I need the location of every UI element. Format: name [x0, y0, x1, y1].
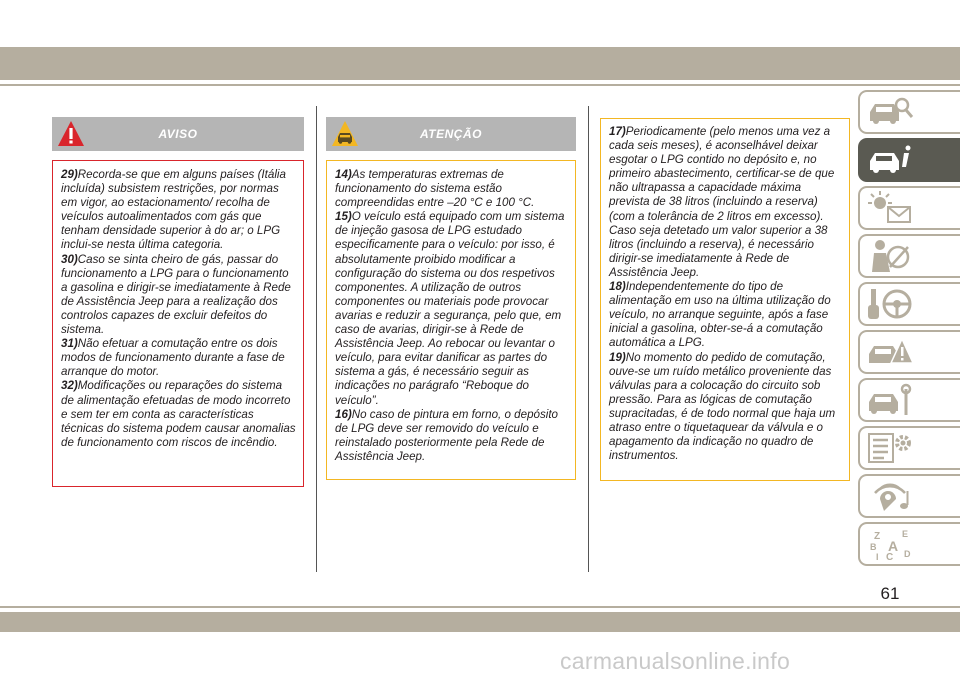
- warning-triangle-icon: [56, 119, 86, 149]
- index-letter: I: [876, 552, 879, 561]
- specifications-gear-icon: [866, 431, 914, 465]
- column-divider: [316, 106, 317, 572]
- aviso-title: AVISO: [158, 127, 198, 141]
- index-letter: B: [870, 542, 877, 552]
- car-accident-warning-icon: [866, 335, 914, 369]
- atencao-box: [326, 160, 576, 480]
- bottom-band: [0, 612, 960, 632]
- top-band: [0, 47, 960, 80]
- list-item: 14)As temperaturas extremas de funcionamento do sistema estão compreendidas entre –20 °C e 100 °C.: [335, 168, 535, 210]
- tab-car-search[interactable]: [858, 90, 960, 134]
- index-letter: D: [904, 549, 911, 559]
- tab-multimedia[interactable]: [858, 474, 960, 518]
- list-item: 15)O veículo está equipado com um sistema de injeção gasosa de LPG estudado especificamente para o veículo: por isso, é absolutamente proibido modificar a configuração do sistema ou dos respetivos componentes. A utilização de outros componentes ou materiais pode provocar avarias e reduzir a segurança, pelo que, em caso de avarias, dirigir-se à Rede de Assistência Jeep. Ao rebocar ou levantar o veículo, para evitar danificar as partes do sistema a gás, é necessário seguir as indicações no parágrafo “Reboque do veículo”.: [335, 210, 565, 407]
- index-letter: C: [886, 552, 894, 561]
- index-letter: E: [902, 529, 909, 539]
- index-letter: Z: [874, 531, 881, 542]
- list-item: 32)Modificações ou reparações do sistema de alimentação efetuadas de modo incorreto e sem ter em conta as características técnicas do sistema podem causar anomalias de funcionamento com riscos de incêndio.: [61, 379, 296, 449]
- index-letter: A: [888, 538, 899, 554]
- car-info-icon: [866, 143, 914, 177]
- multimedia-note-icon: [866, 479, 914, 513]
- list-item: 17)Periodicamente (pelo menos uma vez a cada seis meses), é aconselhável deixar esgotar o LPG contido no depósito e, no primeiro abastecimento, certificar-se de que não ultrapassa a capacidade máxima prevista de 38 litros (incluindo a reserva) (com a tolerância de 2 litros em excesso). Caso seja detetado um valor superior a 38 litros (incluindo a reserva), é necessário dirigir-se imediatamente à Rede de Assistência Jeep.: [609, 125, 835, 279]
- car-maintenance-tools-icon: [866, 383, 914, 417]
- tab-safety[interactable]: [858, 234, 960, 278]
- tab-warning-lights[interactable]: [858, 186, 960, 230]
- continuation-box: [600, 118, 850, 481]
- airbag-safety-icon: [866, 239, 914, 273]
- list-item: 29)Recorda-se que em alguns países (Itália incluída) subsistem restrições, por normas em vigor, ao estacionamento/ recolha de veículos autoalimentados com gás que tenham densidade superior à do ar; o LPG inclui-se nesta última categoria.: [61, 168, 286, 252]
- aviso-header: [52, 117, 304, 151]
- tab-starting-driving[interactable]: [858, 282, 960, 326]
- tab-index[interactable]: [858, 522, 960, 566]
- list-item: 30)Caso se sinta cheiro de gás, passar do funcionamento a LPG para o funcionamento a gasolina e dirigir-se imediatamente à Rede de Assistência Jeep para a realização dos controlos capazes de excluir defeitos do sistema.: [61, 252, 291, 337]
- list-item: 16)No caso de pintura em forno, o depósito de LPG deve ser removido do veículo e reinstalado posteriormente pela Rede de Assistência Jeep.: [335, 407, 559, 463]
- car-search-icon: [866, 95, 914, 129]
- car-warning-icon: [330, 119, 360, 149]
- alphabetical-index-icon: [866, 527, 914, 561]
- bottom-rule: [0, 606, 960, 608]
- list-item: 31)Não efetuar a comutação entre os dois modos de funcionamento durante a fase de arranque do motor.: [61, 337, 285, 379]
- tab-car-info[interactable]: [858, 138, 960, 182]
- tab-maintenance[interactable]: [858, 378, 960, 422]
- list-item: 19)No momento do pedido de comutação, ouve-se um ruído metálico proveniente das válvulas para a colocação do circuito sob pressão. Para as lógicas de comutação supracitadas, é de todo normal que haja um atraso entre o tiquetaquear da válvula e o apagamento da indicação no quadro de instrumentos.: [609, 350, 836, 463]
- list-item: 18)Independentemente do tipo de alimentação em uso na última utilização do veículo, no arranque seguinte, após a fase inicial a gasolina, obter-se-á a comutação automática a LPG.: [609, 280, 831, 350]
- atencao-header: [326, 117, 576, 151]
- key-steering-wheel-icon: [866, 287, 914, 321]
- column-divider: [588, 106, 589, 572]
- tab-specifications[interactable]: [858, 426, 960, 470]
- aviso-box: [52, 160, 304, 487]
- top-rule: [0, 84, 960, 86]
- watermark-text: carmanualsonline.info: [560, 648, 791, 674]
- tab-emergency[interactable]: [858, 330, 960, 374]
- page-number: 61: [880, 584, 900, 603]
- warning-lights-message-icon: [866, 191, 914, 225]
- atencao-title: ATENÇÃO: [420, 127, 482, 141]
